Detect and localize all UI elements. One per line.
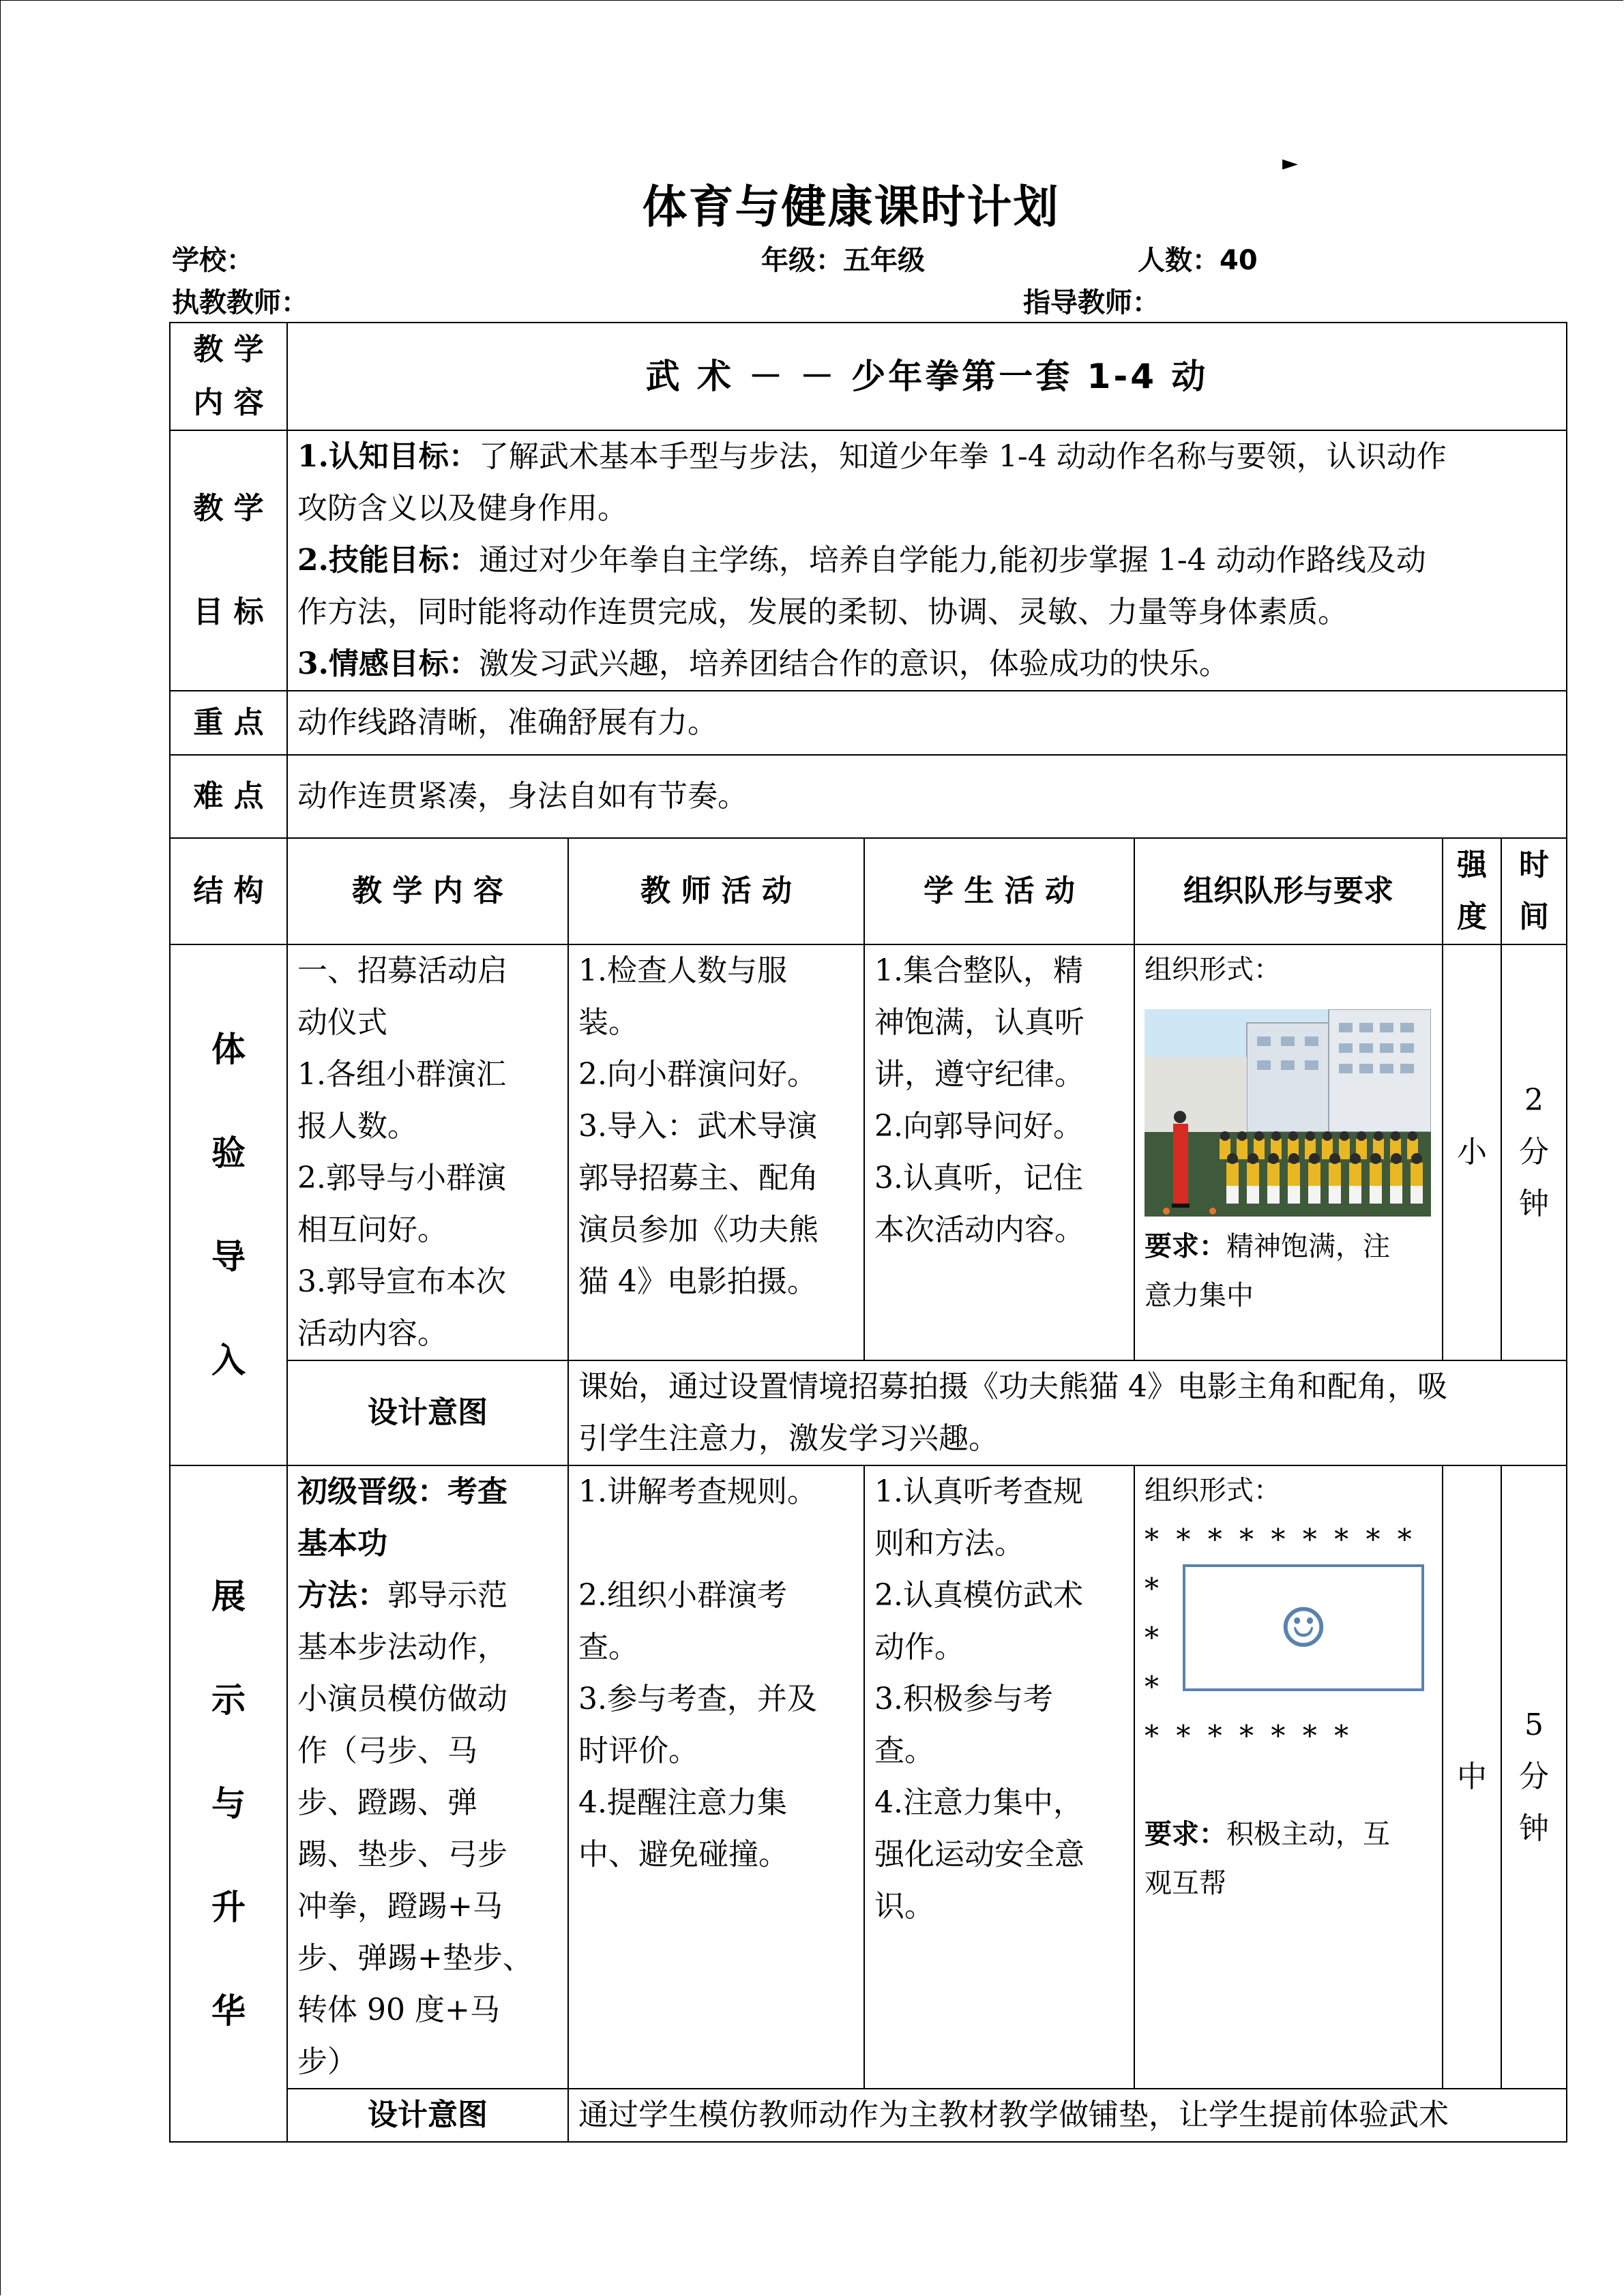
goals-row (170, 430, 1567, 691)
formation-bottom-row: * * * * * * * (1145, 1719, 1353, 1753)
grade-label: 年级：五年级 (761, 245, 925, 276)
col-intensity: 强 度 (1443, 838, 1501, 944)
stage2-teacher: 1.讲解考查规则。 2.组织小群演考 查。 3.参与考查，并及 时评价。 4.提醒注意力集 中、避免碰撞。 (568, 1465, 864, 2089)
stage2-design-label: 设计意图 (287, 2089, 568, 2142)
stage1-design-row (170, 1360, 1567, 1465)
stage1-teacher: 1.检查人数与服 装。 2.向小群演问好。 3.导入：武术导演 郭导招募主、配角 演员参加《功夫熊 猫 4》电影拍摄。 (568, 944, 864, 1360)
content-label: 教 学 内 容 (170, 323, 287, 430)
school-label: 学校： (172, 245, 254, 276)
key-point-text: 动作线路清晰，准确舒展有力。 (287, 691, 1567, 755)
stage2-design-row (170, 2089, 1567, 2142)
formation-diagram: * * * ☺ (1145, 1564, 1432, 1712)
col-structure: 结 构 (170, 838, 287, 944)
goal-3-head: 3.情感目标： (297, 646, 479, 681)
stage1-time: 2 分 钟 (1501, 944, 1567, 1360)
cursor-marker-icon: ► (1282, 151, 1299, 175)
stage2-intensity: 中 (1443, 1465, 1501, 2089)
student-count: 人数：40 (1138, 245, 1258, 276)
col-teacher: 教 师 活 动 (568, 838, 864, 944)
col-time: 时 间 (1501, 838, 1567, 944)
col-organization: 组织队形与要求 (1134, 838, 1443, 944)
teacher-label: 执教教师： (172, 287, 308, 318)
stage1-row (170, 944, 1567, 1360)
difficulty-text: 动作连贯紧凑，身法自如有节奏。 (287, 755, 1567, 838)
lesson-topic: 武 术 － － 少年拳第一套 1-4 动 (287, 323, 1567, 430)
stage1-intensity: 小 (1443, 944, 1501, 1360)
col-content: 教 学 内 容 (287, 838, 568, 944)
formation-top-row: * * * * * * * * * (1145, 1523, 1416, 1556)
formation-center-frame (1183, 1564, 1424, 1691)
stage2-student: 1.认真听考查规 则和方法。 2.认真模仿武术 动作。 3.积极参与考 查。 4.注意力集中， 强化运动安全意 识。 (864, 1465, 1134, 2089)
goals-label: 教 学 目 标 (170, 430, 287, 691)
mentor-label: 指导教师： (1023, 287, 1160, 318)
column-header-row (170, 838, 1567, 944)
page-title: 体育与健康课时计划 (642, 181, 1060, 233)
stage1-organization: 组织形式： 要求：精神饱满，注 意力集中 (1134, 944, 1443, 1360)
stage1-design-label: 设计意图 (287, 1360, 568, 1465)
goal-1-text: 了解武术基本手型与步法，知道少年拳 1-4 动动作名称与要领，认识动作 (478, 439, 1447, 474)
stage2-time: 5 分 钟 (1501, 1465, 1567, 2089)
col-student: 学 生 活 动 (864, 838, 1134, 944)
key-point-row (170, 691, 1567, 755)
smiley-icon: ☺ (1279, 1596, 1328, 1660)
lesson-plan-table (169, 322, 1567, 2143)
goal-1-head: 1.认知目标： (297, 439, 479, 474)
stage1-design-text: 课始，通过设置情境招募拍摄《功夫熊猫 4》电影主角和配角，吸 引学生注意力，激发学习兴趣。 (568, 1360, 1567, 1465)
goal-3-text: 激发习武兴趣，培养团结合作的意识，体验成功的快乐。 (478, 646, 1229, 681)
goal-1-cont: 攻防含义以及健身作用。 (297, 491, 628, 526)
class-photo (1145, 1009, 1431, 1217)
stage2-content: 初级晋级：考查 基本功 方法：郭导示范 基本步法动作， 小演员模仿做动 作（弓步、马 步、蹬踢、弹 踢、垫步、弓步 冲拳，蹬踢+马 步、弹踢+垫步、 转体 90 度+马 步） (287, 1465, 568, 2089)
stage2-label: 展 示 与 升 华 (170, 1465, 287, 2142)
content-row (170, 323, 1567, 430)
stage1-content: 一、招募活动启 动仪式 1.各组小群演汇 报人数。 2.郭导与小群演 相互问好。 3.郭导宣布本次 活动内容。 (287, 944, 568, 1360)
goal-2-cont: 作方法，同时能将动作连贯完成，发展的柔韧、协调、灵敏、力量等身体素质。 (297, 595, 1348, 629)
stage1-student: 1.集合整队，精 神饱满，认真听 讲，遵守纪律。 2.向郭导问好。 3.认真听，记住 本次活动内容。 (864, 944, 1134, 1360)
difficulty-label: 难 点 (170, 755, 287, 838)
goal-2-head: 2.技能目标： (297, 543, 479, 578)
stage1-label: 体 验 导 入 (170, 944, 287, 1465)
key-point-label: 重 点 (170, 691, 287, 755)
goal-2-text: 通过对少年拳自主学练，培养自学能力,能初步掌握 1-4 动动作路线及动 (478, 543, 1426, 578)
difficulty-row (170, 755, 1567, 838)
stage2-row (170, 1465, 1567, 2089)
goals-text (287, 430, 1567, 691)
stage2-design-text: 通过学生模仿教师动作为主教材教学做铺垫，让学生提前体验武术 (568, 2089, 1567, 2142)
stage2-organization: 组织形式： * * * * * * * * * * * * ☺ * * * * * * * 要求：积极主动，互 观互帮 (1134, 1465, 1443, 2089)
